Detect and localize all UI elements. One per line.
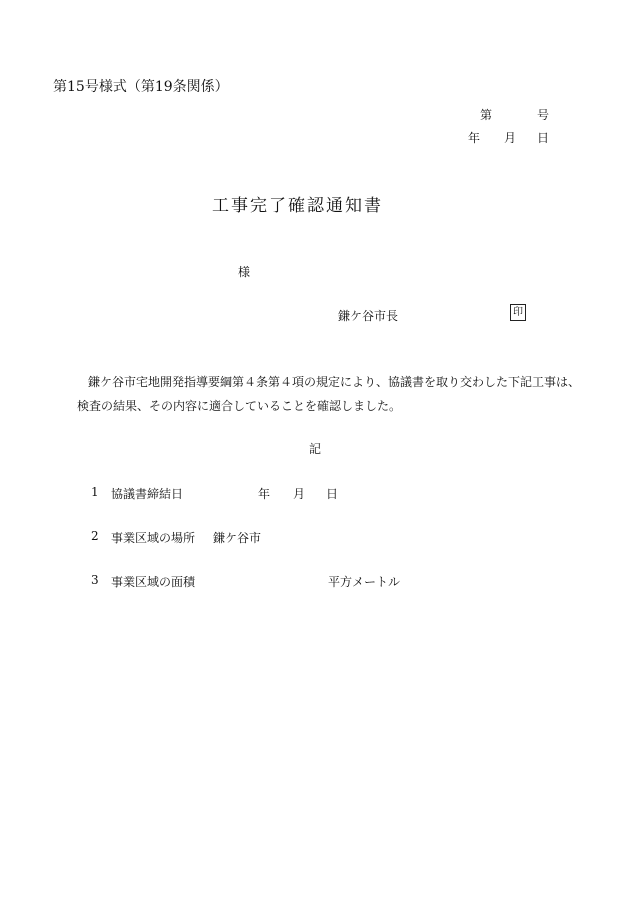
document-title: 工事完了確認通知書 [212, 196, 383, 216]
date-month-label: 月 [504, 131, 517, 145]
document-number-label: 第 [480, 108, 493, 122]
body-text-line-1: 鎌ケ谷市宅地開発指導要綱第４条第４項の規定により、協議書を取り交わした下記工事は、 [88, 375, 581, 389]
addressee-honorific: 様 [238, 265, 251, 279]
date-year-label: 年 [468, 131, 481, 145]
item-3-label: 事業区域の面積 [111, 575, 196, 589]
seal-mark: 印 [510, 304, 526, 321]
date-day-label: 日 [537, 131, 550, 145]
item-2-value: 鎌ケ谷市 [213, 531, 262, 545]
form-number: 第15号様式（第19条関係） [53, 79, 229, 95]
item-1-label: 協議書締結日 [111, 487, 184, 501]
ki-heading: 記 [309, 442, 322, 456]
issuer-name: 鎌ケ谷市長 [338, 309, 399, 323]
item-3-number: 3 [91, 573, 99, 587]
item-2-label: 事業区域の場所 [111, 531, 196, 545]
item-1-number: 1 [91, 485, 99, 499]
item-3-unit: 平方メートル [328, 575, 401, 589]
item-1-year-label: 年 [258, 487, 271, 501]
item-1-day-label: 日 [326, 487, 339, 501]
body-text-line-2: 検査の結果、その内容に適合していることを確認しました。 [77, 399, 402, 413]
document-number-suffix: 号 [537, 108, 550, 122]
item-2-number: 2 [91, 529, 99, 543]
item-1-month-label: 月 [293, 487, 306, 501]
